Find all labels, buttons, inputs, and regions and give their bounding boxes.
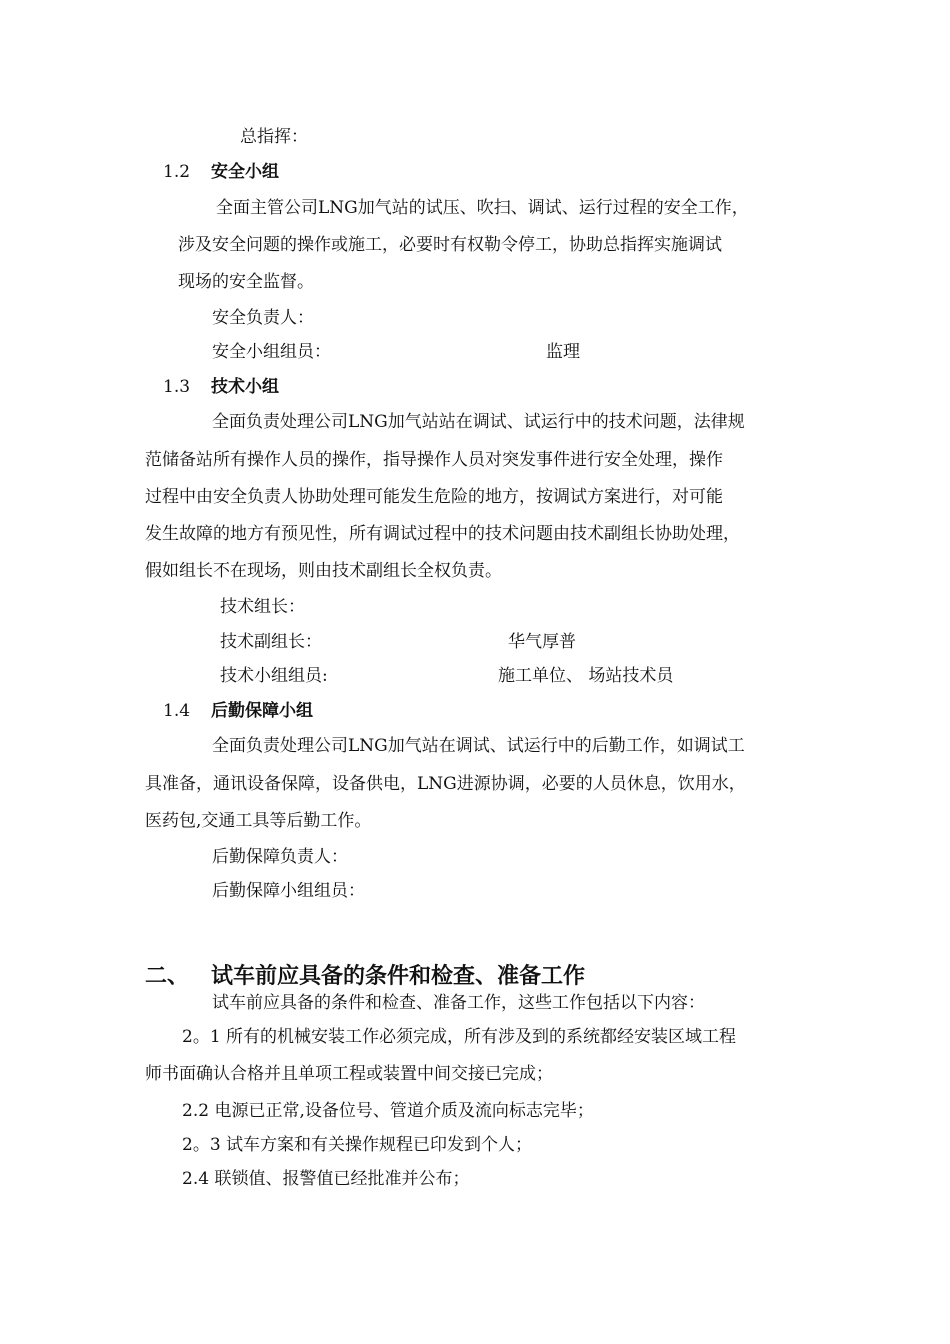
tech-desc-line-1: 全面负责处理公司LNG加气站站在调试、试运行中的技术问题，法律规 <box>212 412 745 432</box>
tech-member-label: 技术小组组员: <box>220 666 328 686</box>
section-1-3-heading <box>163 375 279 399</box>
section-1-3-number: 1.3 <box>163 377 191 397</box>
safety-member-label: 安全小组组员： <box>212 342 331 362</box>
item-2-3: 2。3 试车方案和有关操作规程已印发到个人； <box>182 1135 533 1155</box>
safety-member-value: 监理 <box>546 342 580 362</box>
item-2-2: 2.2 电源已正常,设备位号、管道介质及流向标志完毕； <box>182 1101 594 1121</box>
logistics-desc-line-1: 全面负责处理公司LNG加气站在调试、试运行中的后勤工作，如调试工 <box>212 736 745 756</box>
section-1-4-title: 后勤保障小组 <box>211 701 313 721</box>
tech-desc-line-5: 假如组长不在现场，则由技术副组长全权负责。 <box>145 561 502 581</box>
section-1-2-title: 安全小组 <box>211 162 279 182</box>
safety-desc-line-3: 现场的安全监督。 <box>178 272 314 292</box>
logistics-desc-line-3: 医药包,交通工具等后勤工作。 <box>145 811 372 831</box>
safety-desc-line-2: 涉及安全问题的操作或施工，必要时有权勒令停工，协助总指挥实施调试 <box>178 235 722 255</box>
safety-desc-line-1: 全面主管公司LNG加气站的试压、吹扫、调试、运行过程的安全工作， <box>216 198 749 218</box>
tech-deputy-value: 华气厚普 <box>508 632 576 652</box>
section-2-title: 试车前应具备的条件和检查、准备工作 <box>211 964 586 989</box>
tech-deputy-label: 技术副组长： <box>220 632 322 652</box>
section-1-4-heading <box>163 699 313 723</box>
section-1-4-number: 1.4 <box>163 701 191 721</box>
section-1-2-heading <box>163 160 279 184</box>
item-2-1-line-2: 师书面确认合格并且单项工程或装置中间交接已完成； <box>145 1064 553 1084</box>
item-2-1-line-1: 2。1 所有的机械安装工作必须完成，所有涉及到的系统都经安装区域工程 <box>182 1027 737 1047</box>
item-2-4: 2.4 联锁值、报警值已经批准并公布； <box>182 1169 470 1189</box>
section-2-number: 二、 <box>145 964 190 989</box>
safety-leader-label: 安全负责人： <box>212 308 314 328</box>
logistics-leader-label: 后勤保障负责人： <box>212 847 348 867</box>
logistics-member-label: 后勤保障小组组员： <box>212 881 365 901</box>
section-2-heading <box>145 963 585 991</box>
section-2-intro: 试车前应具备的条件和检查、准备工作，这些工作包括以下内容： <box>212 993 705 1013</box>
tech-leader-label: 技术组长： <box>220 597 305 617</box>
section-1-3-title: 技术小组 <box>211 377 279 397</box>
commander-label: 总指挥： <box>240 127 308 147</box>
logistics-desc-line-2: 具准备，通讯设备保障，设备供电，LNG进源协调，必要的人员休息，饮用水， <box>145 774 746 794</box>
section-1-2-number: 1.2 <box>163 162 191 182</box>
tech-member-value: 施工单位、 场站技术员 <box>498 666 674 686</box>
tech-desc-line-4: 发生故障的地方有预见性，所有调试过程中的技术问题由技术副组长协助处理， <box>145 524 740 544</box>
tech-desc-line-3: 过程中由安全负责人协助处理可能发生危险的地方，按调试方案进行，对可能 <box>145 487 723 507</box>
tech-desc-line-2: 范储备站所有操作人员的操作，指导操作人员对突发事件进行安全处理，操作 <box>145 450 723 470</box>
